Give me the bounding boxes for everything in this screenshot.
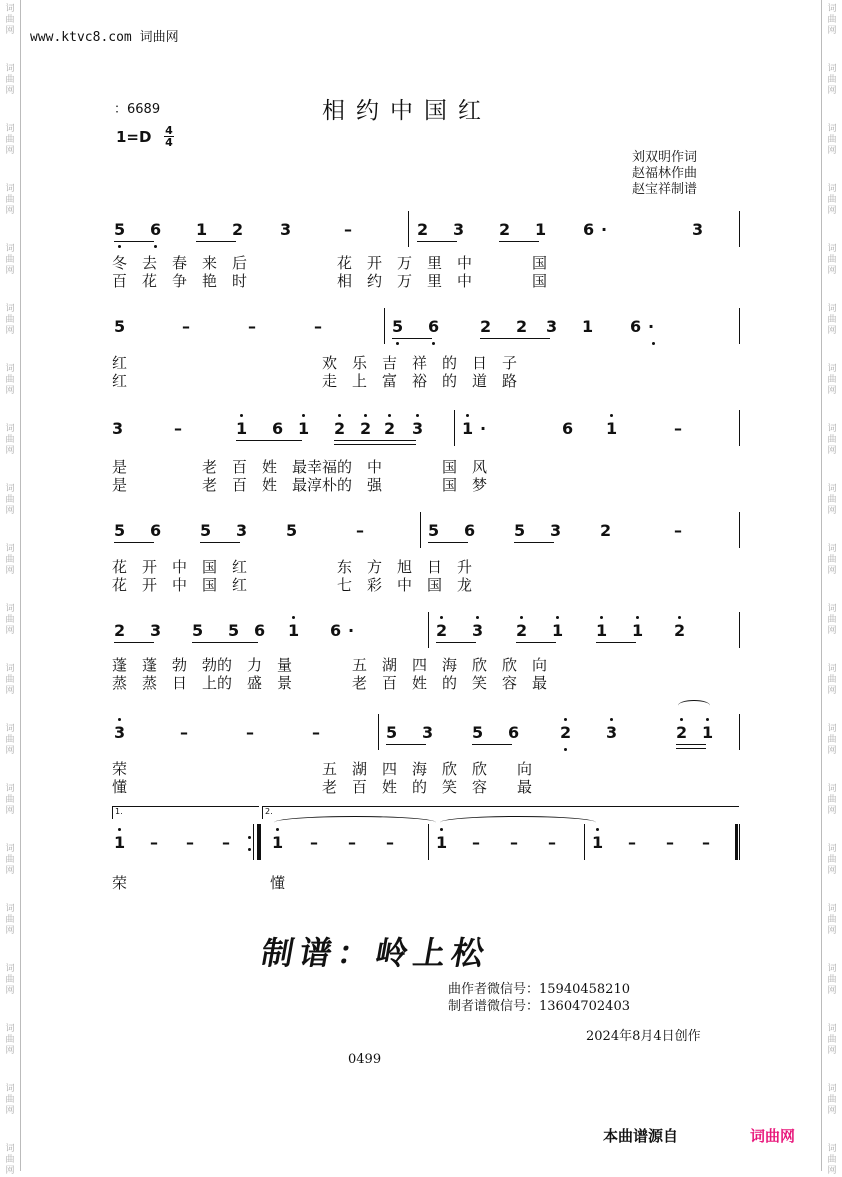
note-r4-5: 5	[286, 521, 298, 540]
watermark-text: 词 曲 网	[5, 124, 15, 156]
watermark-text: 词 曲 网	[827, 124, 837, 156]
note-r5-14: 1	[632, 621, 644, 640]
note-r5-8: ·	[348, 621, 355, 640]
high-octave-dot	[680, 718, 683, 721]
watermark-text: 词 曲 网	[827, 184, 837, 216]
watermark-text: 词 曲 网	[827, 544, 837, 576]
first-ending-label: 1.	[115, 807, 123, 816]
beam-underline	[516, 338, 550, 339]
brand-link[interactable]: 词曲网	[750, 1127, 796, 1145]
high-octave-dot	[302, 414, 305, 417]
watermark-text: 词 曲 网	[5, 244, 15, 276]
watermark-text: 词 曲 网	[827, 364, 837, 396]
watermark-text: 词 曲 网	[827, 244, 837, 276]
watermark-text: 词 曲 网	[827, 4, 837, 36]
beam-underline	[200, 542, 240, 543]
beam-underline	[114, 542, 154, 543]
note-r5-13: 1	[596, 621, 608, 640]
low-octave-dot	[652, 342, 655, 345]
note-r2-2: –	[182, 317, 190, 336]
note-r3-14: –	[674, 419, 682, 438]
high-octave-dot	[118, 828, 121, 831]
note-r1-11: 6	[583, 220, 595, 239]
watermark-text: 词 曲 网	[827, 664, 837, 696]
barline	[454, 410, 455, 446]
note-r4-12: –	[674, 521, 682, 540]
beam-underline	[596, 642, 636, 643]
note-r4-4: 3	[236, 521, 248, 540]
note-r1-5: 3	[280, 220, 292, 239]
barline	[739, 410, 740, 446]
low-octave-dot	[118, 245, 121, 248]
lyric-row3-v1: 是 老 百 姓 最幸福的 中 国 风	[112, 458, 488, 476]
note-r7-11: –	[510, 833, 518, 852]
lyricist-credit: 刘双明作词	[632, 150, 698, 165]
watermark-text: 词 曲 网	[5, 64, 15, 96]
note-r7-12: –	[548, 833, 556, 852]
watermark-text: 词 曲 网	[5, 1084, 15, 1116]
barline	[739, 308, 740, 344]
note-r1-9: 2	[499, 220, 511, 239]
beam-underline	[386, 744, 426, 745]
note-r7-1: 1	[114, 833, 126, 852]
barline	[384, 308, 385, 344]
low-octave-dot	[154, 245, 157, 248]
high-octave-dot	[466, 414, 469, 417]
beam-underline	[228, 642, 258, 643]
note-r7-3: –	[186, 833, 194, 852]
high-octave-dot	[520, 616, 523, 619]
watermark-text: 词 曲 网	[827, 904, 837, 936]
note-r3-11: ·	[480, 419, 487, 438]
watermark-text: 词 曲 网	[827, 604, 837, 636]
watermark-text: 词 曲 网	[827, 784, 837, 816]
barline	[739, 612, 740, 648]
note-r2-5: 5	[392, 317, 404, 336]
page-title: 相约中国红	[322, 98, 492, 124]
high-octave-dot	[600, 616, 603, 619]
barline	[739, 211, 740, 247]
note-r3-12: 6	[562, 419, 574, 438]
note-r7-10: –	[472, 833, 480, 852]
watermark-text: 词 曲 网	[827, 1144, 837, 1176]
note-r1-10: 1	[535, 220, 547, 239]
note-r3-6: 2	[334, 419, 346, 438]
high-octave-dot	[388, 414, 391, 417]
beam-underline	[676, 748, 706, 749]
note-r1-7: 2	[417, 220, 429, 239]
note-r7-14: –	[628, 833, 636, 852]
lyric-row6-v2: 懂 老 百 姓 的 笑 容 最	[112, 778, 533, 796]
barline	[420, 512, 421, 548]
first-ending-bracket	[112, 806, 259, 819]
note-r2-8: 2	[516, 317, 528, 336]
note-r3-1: 3	[112, 419, 124, 438]
transcriber-credit: 赵宝祥制谱	[632, 182, 698, 197]
note-r3-10: 1	[462, 419, 474, 438]
barline	[378, 714, 379, 750]
site-header[interactable]: www.ktvc8.com 词曲网	[30, 30, 179, 45]
beam-underline	[114, 241, 154, 242]
note-r2-11: 6	[630, 317, 642, 336]
lyric-row6-v1: 荣 五 湖 四 海 欣 欣 向	[112, 760, 533, 778]
beam-underline	[392, 338, 432, 339]
note-r7-8: –	[386, 833, 394, 852]
note-r4-11: 2	[600, 521, 612, 540]
repeat-barline	[257, 824, 260, 860]
watermark-text: 词 曲 网	[5, 784, 15, 816]
note-r5-3: 5	[192, 621, 204, 640]
time-signature	[164, 125, 174, 148]
repeat-barline	[253, 824, 254, 860]
watermark-text: 词 曲 网	[827, 1084, 837, 1116]
note-r7-13: 1	[592, 833, 604, 852]
note-r5-12: 1	[552, 621, 564, 640]
note-r2-12: ·	[648, 317, 655, 336]
second-ending-bracket	[262, 806, 739, 819]
note-r2-6: 6	[428, 317, 440, 336]
beam-underline	[334, 440, 416, 441]
beam-underline	[417, 241, 457, 242]
barline	[428, 612, 429, 648]
note-r4-6: –	[356, 521, 364, 540]
lyric-row5-v1: 蓬 蓬 勃 勃的 力 量 五 湖 四 海 欣 欣 向	[112, 656, 548, 674]
note-r2-7: 2	[480, 317, 492, 336]
note-r6-2: –	[180, 723, 188, 742]
note-r2-1: 5	[114, 317, 126, 336]
note-r6-4: –	[312, 723, 320, 742]
note-r4-3: 5	[200, 521, 212, 540]
high-octave-dot	[678, 616, 681, 619]
beam-underline	[428, 542, 468, 543]
watermark-text: 词 曲 网	[5, 844, 15, 876]
high-octave-dot	[292, 616, 295, 619]
watermark-text: 词 曲 网	[827, 304, 837, 336]
beam-underline	[472, 744, 512, 745]
signature: 制谱：岭上松	[258, 934, 494, 972]
high-octave-dot	[556, 616, 559, 619]
note-r5-7: 6	[330, 621, 342, 640]
watermark-text: 词 曲 网	[5, 604, 15, 636]
source-label: 本曲谱源自	[603, 1127, 679, 1145]
watermark-text: 词 曲 网	[5, 1144, 15, 1176]
watermark-text: 词 曲 网	[827, 484, 837, 516]
lyric-row7-a: 荣	[112, 874, 128, 892]
barline	[584, 824, 585, 860]
note-r4-9: 5	[514, 521, 526, 540]
high-octave-dot	[596, 828, 599, 831]
barline	[739, 714, 740, 750]
tie-slur	[678, 700, 710, 711]
lyric-row4-v2: 花 开 中 国 红 七 彩 中 国 龙	[112, 576, 473, 594]
key-signature: 1=D	[116, 128, 152, 146]
watermark-text: 词 曲 网	[827, 1024, 837, 1056]
note-r1-8: 3	[453, 220, 465, 239]
high-octave-dot	[476, 616, 479, 619]
high-octave-dot	[706, 718, 709, 721]
note-r2-3: –	[248, 317, 256, 336]
composer-wechat: 曲作者微信号：15940458210	[448, 982, 630, 997]
high-octave-dot	[636, 616, 639, 619]
creation-date: 2024年8月4日创作	[586, 1029, 701, 1044]
note-r7-4: –	[222, 833, 230, 852]
note-r7-5: 1	[272, 833, 284, 852]
note-r2-4: –	[314, 317, 322, 336]
note-r7-15: –	[666, 833, 674, 852]
high-octave-dot	[364, 414, 367, 417]
note-r1-4: 2	[232, 220, 244, 239]
watermark-text: 词 曲 网	[5, 964, 15, 996]
note-r3-5: 1	[298, 419, 310, 438]
time-sig-top: 4	[165, 124, 173, 137]
repeat-barline	[735, 824, 738, 860]
lyric-row1-v1: 冬 去 春 来 后 花 开 万 里 中 国	[112, 254, 548, 272]
note-r6-7: 5	[472, 723, 484, 742]
beam-underline	[334, 444, 416, 445]
note-r3-9: 3	[412, 419, 424, 438]
watermark-text: 词 曲 网	[5, 484, 15, 516]
note-r6-10: 3	[606, 723, 618, 742]
note-r4-10: 3	[550, 521, 562, 540]
beam-underline	[436, 642, 476, 643]
note-r7-9: 1	[436, 833, 448, 852]
note-r5-15: 2	[674, 621, 686, 640]
high-octave-dot	[610, 414, 613, 417]
note-r5-9: 2	[436, 621, 448, 640]
note-r1-6: –	[344, 220, 352, 239]
barline	[739, 512, 740, 548]
note-r2-9: 3	[546, 317, 558, 336]
note-r2-10: 1	[582, 317, 594, 336]
watermark-text: 词 曲 网	[827, 424, 837, 456]
note-r5-6: 1	[288, 621, 300, 640]
beam-underline	[676, 744, 706, 745]
lyric-row2-v2: 红 走 上 富 裕 的 道 路	[112, 372, 518, 390]
note-r5-1: 2	[114, 621, 126, 640]
beam-underline	[499, 241, 539, 242]
catalog-number: 0499	[348, 1052, 382, 1067]
high-octave-dot	[240, 414, 243, 417]
note-r3-13: 1	[606, 419, 618, 438]
watermark-text: 词 曲 网	[5, 664, 15, 696]
beam-underline	[516, 642, 556, 643]
barline	[408, 211, 409, 247]
beam-underline	[272, 440, 302, 441]
low-octave-dot	[396, 342, 399, 345]
watermark-text: 词 曲 网	[5, 724, 15, 756]
note-r5-10: 3	[472, 621, 484, 640]
note-r5-5: 6	[254, 621, 266, 640]
watermark-text: 词 曲 网	[5, 1024, 15, 1056]
lyric-row4-v1: 花 开 中 国 红 东 方 旭 日 升	[112, 558, 473, 576]
watermark-text: 词 曲 网	[5, 904, 15, 936]
note-r7-7: –	[348, 833, 356, 852]
note-r6-8: 6	[508, 723, 520, 742]
note-r3-3: 1	[236, 419, 248, 438]
note-r5-11: 2	[516, 621, 528, 640]
note-r6-12: 1	[702, 723, 714, 742]
watermark-text: 词 曲 网	[5, 544, 15, 576]
barline	[739, 824, 740, 860]
high-octave-dot	[440, 616, 443, 619]
composer-credit: 赵福林作曲	[632, 166, 698, 181]
note-r1-2: 6	[150, 220, 162, 239]
note-r6-6: 3	[422, 723, 434, 742]
second-ending-label: 2.	[265, 807, 273, 816]
high-octave-dot	[118, 718, 121, 721]
beam-underline	[114, 642, 154, 643]
note-r4-7: 5	[428, 521, 440, 540]
beam-underline	[514, 542, 554, 543]
beam-underline	[196, 241, 236, 242]
note-r4-2: 6	[150, 521, 162, 540]
note-r5-2: 3	[150, 621, 162, 640]
repeat-dot	[248, 848, 251, 851]
high-octave-dot	[416, 414, 419, 417]
lyric-row3-v2: 是 老 百 姓 最淳朴的 强 国 梦	[112, 476, 488, 494]
note-r4-1: 5	[114, 521, 126, 540]
watermark-text: 词 曲 网	[5, 364, 15, 396]
barline	[260, 824, 261, 860]
note-r1-3: 1	[196, 220, 208, 239]
transcriber-wechat: 制者谱微信号：13604702403	[448, 999, 630, 1014]
watermark-text: 词 曲 网	[5, 424, 15, 456]
high-octave-dot	[610, 718, 613, 721]
high-octave-dot	[564, 718, 567, 721]
low-octave-dot	[432, 342, 435, 345]
watermark-text: 词 曲 网	[5, 184, 15, 216]
note-r6-11: 2	[676, 723, 688, 742]
watermark-text: 词 曲 网	[827, 724, 837, 756]
score-id: ：6689	[114, 102, 161, 117]
lyric-row7-b: 懂	[270, 874, 286, 892]
lyric-row5-v2: 蒸 蒸 日 上的 盛 景 老 百 姓 的 笑 容 最	[112, 674, 548, 692]
note-r6-5: 5	[386, 723, 398, 742]
barline	[428, 824, 429, 860]
note-r1-12: ·	[601, 220, 608, 239]
note-r3-2: –	[174, 419, 182, 438]
note-r6-9: 2	[560, 723, 572, 742]
note-r4-8: 6	[464, 521, 476, 540]
watermark-text: 词 曲 网	[827, 964, 837, 996]
repeat-dot	[248, 836, 251, 839]
watermark-text: 词 曲 网	[827, 64, 837, 96]
note-r1-13: 3	[692, 220, 704, 239]
lyric-row1-v2: 百 花 争 艳 时 相 约 万 里 中 国	[112, 272, 548, 290]
high-octave-dot	[338, 414, 341, 417]
note-r7-16: –	[702, 833, 710, 852]
note-r7-6: –	[310, 833, 318, 852]
watermark-text: 词 曲 网	[5, 304, 15, 336]
watermark-text: 词 曲 网	[827, 844, 837, 876]
note-r6-1: 3	[114, 723, 126, 742]
note-r3-4: 6	[272, 419, 284, 438]
note-r1-1: 5	[114, 220, 126, 239]
note-r5-4: 5	[228, 621, 240, 640]
note-r7-2: –	[150, 833, 158, 852]
note-r3-7: 2	[360, 419, 372, 438]
lyric-row2-v1: 红 欢 乐 吉 祥 的 日 子	[112, 354, 518, 372]
note-r6-3: –	[246, 723, 254, 742]
note-r3-8: 2	[384, 419, 396, 438]
watermark-text: 词 曲 网	[5, 4, 15, 36]
time-sig-bottom: 4	[165, 136, 173, 149]
low-octave-dot	[564, 748, 567, 751]
